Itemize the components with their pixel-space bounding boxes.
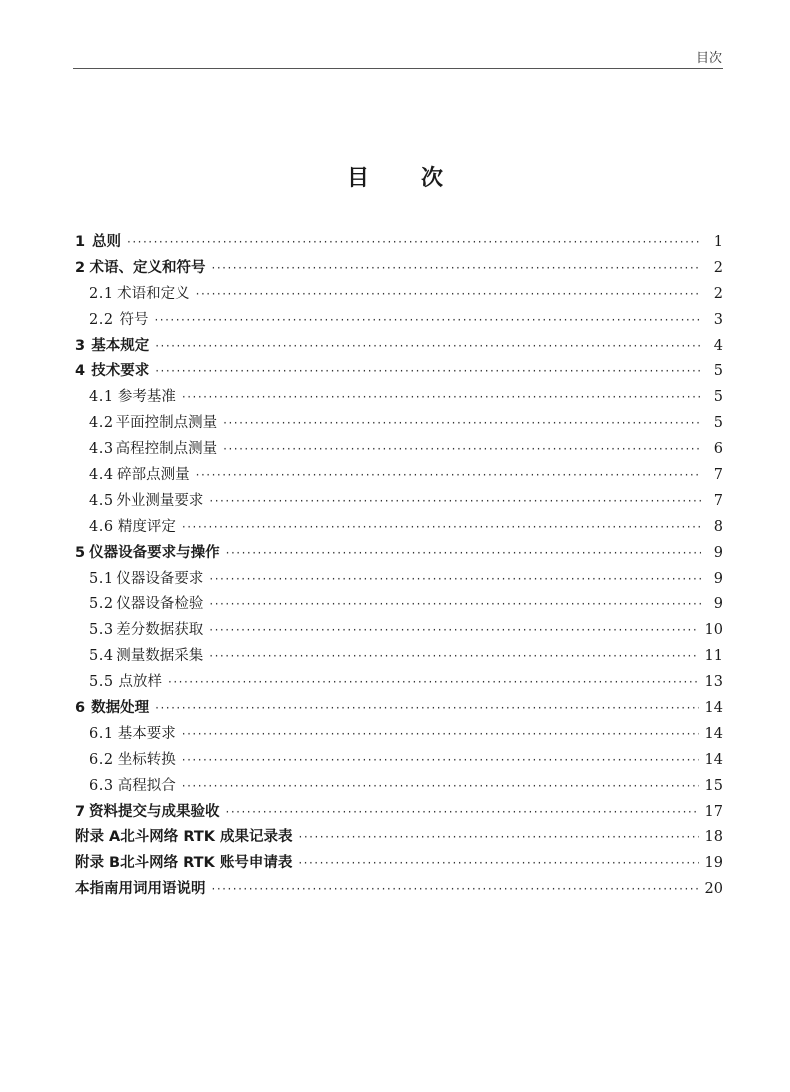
toc-page-number: 2	[713, 285, 723, 302]
toc-page-number: 9	[713, 544, 723, 561]
toc-leader-dots	[212, 261, 701, 275]
toc-entry-number: 3	[75, 337, 86, 354]
toc-page-number: 14	[704, 700, 723, 717]
page-title: 目次	[346, 165, 495, 191]
toc-entry-title: 仪器设备要求与操作	[89, 544, 220, 561]
toc-entry[interactable]	[75, 230, 723, 256]
toc-page-number: 6	[713, 441, 723, 458]
toc-entry[interactable]	[75, 359, 723, 385]
toc-leader-dots	[209, 494, 701, 508]
toc-entry-title: 差分数据获取	[116, 622, 204, 639]
header-rule	[73, 68, 723, 69]
toc-leader-dots	[154, 313, 701, 327]
toc-entry[interactable]	[75, 541, 723, 567]
toc-entry[interactable]	[75, 308, 723, 334]
toc-page-number: 5	[713, 389, 723, 406]
toc-entry-title: 总则	[92, 234, 122, 250]
toc-page-number: 1	[713, 234, 723, 250]
toc-entry-number: 4.4	[89, 467, 114, 484]
toc-entry[interactable]	[75, 644, 723, 670]
toc-entry-number: 6	[75, 700, 86, 717]
toc-leader-dots	[226, 546, 701, 560]
toc-leader-dots	[182, 520, 701, 534]
toc-entry[interactable]	[75, 825, 723, 851]
toc-page-number: 14	[704, 751, 723, 768]
toc-leader-dots	[223, 416, 701, 430]
toc-leader-dots	[223, 442, 701, 456]
toc-page-number: 19	[704, 855, 723, 872]
toc-leader-dots	[196, 468, 701, 482]
toc-leader-dots	[182, 727, 699, 741]
toc-page-number: 10	[704, 622, 723, 639]
toc-page-number: 11	[704, 648, 723, 665]
toc-page-number: 9	[713, 570, 723, 587]
toc-entry-number: 6.3	[89, 777, 114, 794]
toc-entry-number: 6.2	[89, 751, 114, 768]
toc-page-number: 17	[704, 803, 723, 820]
toc-entry-title: 北斗网络 RTK 成果记录表	[120, 829, 293, 846]
toc-leader-dots	[298, 856, 698, 870]
toc-leader-dots	[182, 753, 699, 767]
table-of-contents	[75, 230, 723, 903]
toc-entry-number: 4.2	[89, 415, 114, 432]
toc-entry[interactable]	[75, 489, 723, 515]
toc-leader-dots	[155, 364, 701, 378]
toc-entry[interactable]	[75, 282, 723, 308]
toc-entry-number: 1	[75, 234, 86, 250]
toc-page-number: 18	[704, 829, 723, 846]
toc-entry-number: 4.1	[89, 389, 114, 406]
toc-entry-number: 5.1	[89, 570, 114, 587]
toc-entry-title: 资料提交与成果验收	[89, 803, 220, 820]
toc-entry-title: 术语和定义	[117, 285, 190, 302]
toc-page-number: 14	[704, 725, 723, 742]
toc-page-number: 2	[713, 259, 723, 276]
toc-entry-title: 碎部点测量	[117, 467, 190, 484]
toc-leader-dots	[209, 623, 698, 637]
toc-leader-dots	[155, 701, 698, 715]
toc-leader-dots	[209, 572, 701, 586]
toc-leader-dots	[127, 235, 701, 249]
toc-entry-title: 外业测量要求	[116, 492, 204, 509]
toc-entry-title: 北斗网络 RTK 账号申请表	[120, 855, 293, 872]
toc-entry-title: 基本规定	[91, 337, 150, 354]
toc-page-number: 20	[704, 881, 723, 898]
toc-page-number: 9	[713, 596, 723, 613]
toc-entry-number: 2	[75, 259, 86, 276]
toc-entry-title: 数据处理	[91, 700, 150, 717]
toc-entry-number: 2.1	[89, 285, 114, 302]
toc-entry-title: 仪器设备要求	[116, 570, 204, 587]
toc-page-number: 5	[713, 363, 723, 380]
toc-page-number: 7	[713, 492, 723, 509]
toc-entry-title: 本指南用词用语说明	[75, 881, 206, 898]
toc-entry[interactable]	[75, 851, 723, 877]
toc-entry[interactable]	[75, 515, 723, 541]
toc-leader-dots	[155, 339, 701, 353]
toc-entry-title: 高程控制点测量	[115, 441, 218, 458]
toc-leader-dots	[209, 597, 701, 611]
toc-entry-number: 5.3	[89, 622, 114, 639]
toc-entry-title: 基本要求	[117, 725, 176, 742]
toc-entry[interactable]	[75, 463, 723, 489]
toc-entry[interactable]	[75, 748, 723, 774]
toc-page-number: 5	[713, 415, 723, 432]
toc-entry-number: 5.5	[89, 674, 114, 691]
toc-entry-title: 点放样	[118, 674, 163, 691]
toc-entry-title: 仪器设备检验	[116, 596, 204, 613]
toc-entry[interactable]	[75, 256, 723, 282]
toc-entry-number: 2.2	[89, 311, 114, 328]
toc-entry[interactable]	[75, 385, 723, 411]
toc-page-number: 13	[704, 674, 723, 691]
toc-entry-number: 附录 A	[75, 829, 121, 846]
toc-page-number: 15	[704, 777, 723, 794]
toc-entry-title: 技术要求	[91, 363, 150, 380]
running-head-title: 目次	[695, 51, 722, 66]
toc-entry-number: 6.1	[89, 725, 114, 742]
toc-page-number: 4	[713, 337, 723, 354]
toc-leader-dots	[196, 287, 701, 301]
toc-entry-title: 参考基准	[117, 389, 176, 406]
toc-entry-title: 测量数据采集	[116, 648, 204, 665]
toc-entry[interactable]	[75, 800, 723, 826]
toc-entry-number: 5	[75, 544, 86, 561]
toc-leader-dots	[182, 779, 699, 793]
toc-page-number: 7	[713, 467, 723, 484]
toc-entry-number: 附录 B	[75, 855, 121, 872]
toc-entry[interactable]	[75, 592, 723, 618]
toc-entry-number: 4.3	[89, 441, 114, 458]
toc-entry[interactable]	[75, 774, 723, 800]
toc-entry[interactable]	[75, 334, 723, 360]
toc-leader-dots	[168, 675, 699, 689]
toc-entry[interactable]	[75, 877, 723, 903]
toc-entry[interactable]	[75, 567, 723, 593]
toc-entry-title: 平面控制点测量	[115, 415, 218, 432]
toc-entry-title: 精度评定	[117, 518, 176, 535]
toc-entry-title: 高程拟合	[117, 777, 176, 794]
toc-entry-title: 术语、定义和符号	[89, 259, 206, 276]
toc-entry[interactable]	[75, 670, 723, 696]
toc-entry[interactable]	[75, 696, 723, 722]
toc-entry-title: 坐标转换	[117, 751, 176, 768]
toc-leader-dots	[209, 649, 698, 663]
toc-entry-number: 5.4	[89, 648, 114, 665]
toc-entry-number: 4.5	[89, 492, 114, 509]
toc-entry[interactable]	[75, 618, 723, 644]
toc-entry-number: 4	[75, 363, 86, 380]
toc-entry-title: 符号	[119, 311, 149, 328]
toc-page-number: 3	[713, 311, 723, 328]
toc-entry[interactable]	[75, 437, 723, 463]
toc-entry-number: 4.6	[89, 518, 114, 535]
toc-leader-dots	[212, 882, 699, 896]
toc-leader-dots	[226, 805, 699, 819]
toc-leader-dots	[182, 390, 701, 404]
toc-leader-dots	[299, 830, 699, 844]
toc-entry-number: 5.2	[89, 596, 114, 613]
toc-entry[interactable]	[75, 411, 723, 437]
toc-page-number: 8	[713, 518, 723, 535]
toc-entry-number: 7	[75, 803, 86, 820]
toc-entry[interactable]	[75, 722, 723, 748]
